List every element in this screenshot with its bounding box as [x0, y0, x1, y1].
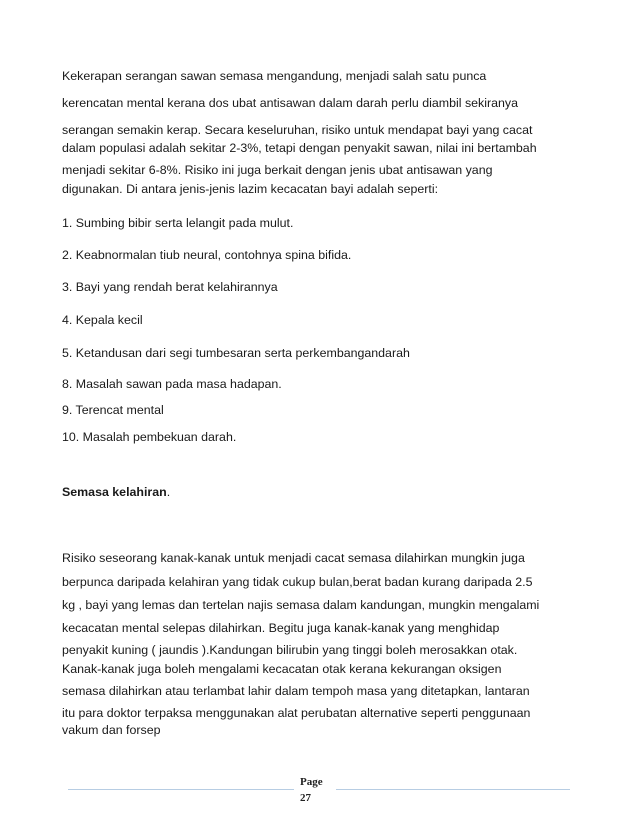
paragraph-2-line: kecacatan mental selepas dilahirkan. Begitu juga kanak-kanak yang menghidap — [62, 621, 500, 635]
paragraph-2-line: Risiko seseorang kanak-kanak untuk menjadi cacat semasa dilahirkan mungkin juga — [62, 551, 525, 565]
list-item: 2. Keabnormalan tiub neural, contohnya spina bifida. — [62, 248, 352, 262]
section-heading-period: . — [166, 485, 171, 499]
paragraph-1-line: serangan semakin kerap. Secara keseluruhan, risiko untuk mendapat bayi yang cacat — [62, 123, 533, 137]
footer-rule-right — [336, 789, 570, 790]
paragraph-1-line: kerencatan mental kerana dos ubat antisawan dalam darah perlu diambil sekiranya — [62, 96, 518, 110]
list-item: 3. Bayi yang rendah berat kelahirannya — [62, 280, 278, 294]
footer-rule-left — [68, 789, 294, 790]
paragraph-2-line: semasa dilahirkan atau terlambat lahir dalam tempoh masa yang ditetapkan, lantaran — [62, 684, 530, 698]
paragraph-1-line: menjadi sekitar 6-8%. Risiko ini juga berkait dengan jenis ubat antisawan yang — [62, 163, 493, 177]
paragraph-2-line: berpunca daripada kelahiran yang tidak cukup bulan,berat badan kurang daripada 2.5 — [62, 575, 533, 589]
paragraph-2-line: penyakit kuning ( jaundis ).Kandungan bilirubin yang tinggi boleh merosakkan otak. — [62, 643, 518, 657]
paragraph-1-line: Kekerapan serangan sawan semasa mengandung, menjadi salah satu punca — [62, 69, 487, 83]
section-heading — [62, 484, 170, 500]
page-number: 27 — [300, 792, 311, 804]
page-label: Page — [300, 776, 323, 788]
list-item: 4. Kepala kecil — [62, 313, 143, 327]
list-item: 5. Ketandusan dari segi tumbesaran serta perkembangandarah — [62, 346, 410, 360]
section-heading-text: Semasa kelahiran — [62, 485, 167, 499]
paragraph-1-line: digunakan. Di antara jenis-jenis lazim kecacatan bayi adalah seperti: — [62, 182, 439, 196]
paragraph-2-line: Kanak-kanak juga boleh mengalami kecacatan otak kerana kekurangan oksigen — [62, 662, 502, 676]
list-item: 9. Terencat mental — [62, 403, 164, 417]
list-item: 8. Masalah sawan pada masa hadapan. — [62, 377, 282, 391]
paragraph-2-line: kg , bayi yang lemas dan tertelan najis semasa dalam kandungan, mungkin mengalami — [62, 598, 540, 612]
list-item: 10. Masalah pembekuan darah. — [62, 430, 237, 444]
paragraph-1-line: dalam populasi adalah sekitar 2-3%, tetapi dengan penyakit sawan, nilai ini bertambah — [62, 141, 537, 155]
list-item: 1. Sumbing bibir serta lelangit pada mulut. — [62, 216, 294, 230]
paragraph-2-line: vakum dan forsep — [62, 723, 161, 737]
paragraph-2-line: itu para doktor terpaksa menggunakan alat perubatan alternative seperti penggunaan — [62, 706, 531, 720]
